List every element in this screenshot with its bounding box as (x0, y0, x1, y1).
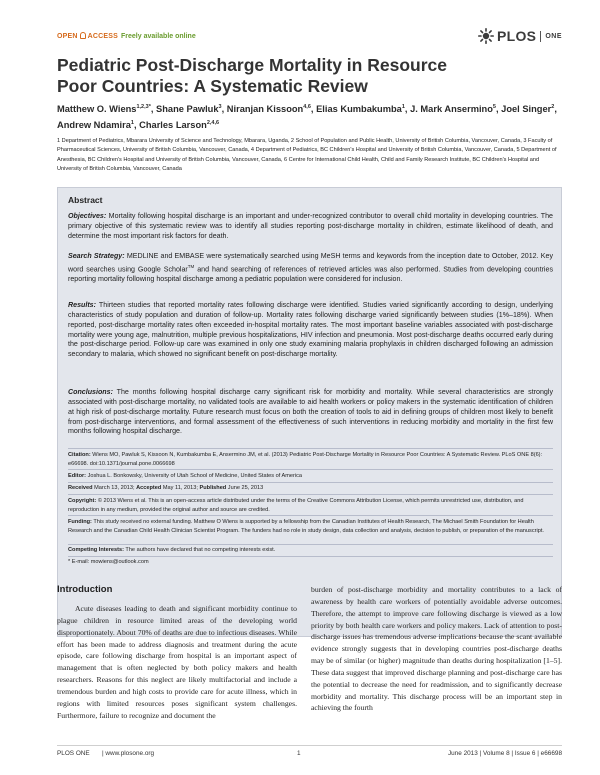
author-affiliation-sup: 3 (218, 104, 222, 110)
author-affiliation-sup: 1,2,3* (136, 104, 151, 110)
author-list: Matthew O. Wiens$^{1,2,3*}$, Shane Pawluk$^3$, Niranjan Kissoon$^{4,6}$, Elias Kumbakumba$^1$, J. Mark Ansermino$^5$, Joel Singer$^2$, Andrew Ndamira$^1$, Charles Larson$^{2,4,6}$ (57, 104, 557, 130)
meta-divider (68, 544, 553, 545)
author-name: Joel Singer (501, 104, 552, 115)
search-text-a: MEDLINE and EMBASE were systematically searched using MeSH terms and keywords from the inception date to October, 2012. Key word searches using Google Scholar (68, 252, 553, 274)
meta-divider (68, 556, 553, 557)
conclusions-text: The months following hospital discharge carry significant risk for morbidity and mortality. While several characteristics are strongly associated with post-discharge mortality, no validated tools are available to aid health workers or policy makers in the systematic identification of children at high risk of post-discharge mortality. Future research must focus on both the creation of tools to aid in defining groups of children most likely to benefit from post-discharge interventions, and formal assessment of the effectiveness of such interventions in reducing morbidity and mortality in the first few months following hospital discharge. (68, 388, 553, 436)
open-access-lock-icon (80, 32, 86, 39)
footer-url[interactable]: | www.plosone.org (102, 750, 155, 757)
results-label: Results: (68, 301, 96, 309)
author-affiliation-sup: 4,6 (303, 104, 311, 110)
plos-one-logo (478, 27, 562, 45)
footer-divider (57, 745, 562, 746)
journal-header (57, 27, 562, 47)
copyright (68, 497, 553, 514)
funding-label: Funding: (68, 519, 92, 525)
abstract-results (68, 301, 553, 360)
copyright-label: Copyright: (68, 498, 97, 504)
open-access-banner (57, 32, 196, 40)
dates (68, 484, 553, 493)
citation-label: Citation: (68, 452, 91, 458)
introduction-heading: Introduction (57, 584, 113, 595)
author-name: Elias Kumbakumba (316, 104, 402, 115)
author-name: Andrew Ndamira (57, 119, 131, 130)
competing-label: Competing Interests: (68, 547, 124, 553)
search-text-b: and hand searching of references of retrieved articles was also performed. Studies from developing countries reporting mortality following hospital discharge among a pediatric population were considered for inclusion. (68, 265, 553, 284)
published-label: Published (199, 485, 227, 491)
plos-wordmark: PLOS (497, 28, 537, 44)
citation-text: Wiens MO, Pawluk S, Kissoon N, Kumbakumba E, Ansermino JM, et al. (2013) Pediatric Post-Discharge Mortality in Resource Poor Countries: A Systematic Review. PLoS ONE 8(6): e66698. doi:10.1371/journal.pone.0066698 (68, 452, 543, 467)
author-name: Charles Larson (139, 119, 207, 130)
abstract-search-strategy (68, 252, 553, 285)
objectives-text: Mortality following hospital discharge is an important and under-recognized contributor to overall child mortality in developing countries. The primary objective of this systematic review was to identify all studies reporting post-discharge mortality in children, estimate likelihood of death, and determine the most important risk factors for death. (68, 212, 553, 240)
published-date: June 25, 2013 (227, 485, 264, 491)
abstract-objectives (68, 212, 553, 242)
corresponding-email[interactable]: * E-mail: mowiens@outlook.com (68, 559, 149, 565)
editor-text: Joshua L. Bonkowsky, University of Utah School of Medicine, United States of America (87, 473, 303, 479)
intro-left-column: Acute diseases leading to death and significant morbidity continue to plague children in resource limited areas of the developing world disproportionately. About 70% of deaths are due to infectious diseases. While effort has been made to address diagnosis and treatment during the acute episode, care following discharge from hospital is an important aspect of management that is often neglected by both policy makers and health researchers. Reasons for this neglect are likely multifactorial and include a tremendous burden and high costs to provide care for acute illness, which in regions with limited resources poses significant system challenges. Furthermore, failure to recognize and document the (57, 604, 297, 720)
author-name: Niranjan Kissoon (226, 104, 304, 115)
author-affiliation-sup: 2 (551, 104, 555, 110)
editor (68, 472, 553, 481)
received-date: March 13, 2013; (94, 485, 135, 491)
trademark-sup: TM (187, 263, 195, 269)
accepted-date: May 11, 2013; (162, 485, 198, 491)
article-title: Pediatric Post-Discharge Mortality in Resource Poor Countries: A Systematic Review (57, 55, 447, 96)
meta-divider (68, 494, 553, 495)
objectives-label: Objectives: (68, 212, 107, 220)
results-text: Thirteen studies that reported mortality rates following discharge were identified. Studies varied significantly according to design, underlying characteristics of study population and duration of follow-up. Mortality rates following discharge varied significantly between studies (1%–18%). When reported, post-discharge mortality rates often exceeded in-hospital mortality rates. The most important baseline variables associated with post-discharge mortality were young age, malnutrition, multiple previous hospitalizations, HIV infection and pneumonia. Most post-discharge deaths occurred early during the post-discharge period. Follow-up care was examined in only one study examining malaria prophylaxis in children discharged following an admission secondary to malaria, which showed no significant benefit on post-discharge mortality. (68, 301, 553, 359)
author-affiliation-sup: 1 (130, 119, 134, 126)
funding (68, 518, 553, 535)
author-affiliation-sup: 1 (401, 104, 405, 110)
received-label: Received (68, 485, 93, 491)
editor-label: Editor: (68, 473, 87, 479)
author-name: Matthew O. Wiens (57, 104, 137, 115)
copyright-text: © 2013 Wiens et al. This is an open-access article distributed under the terms of the Creative Commons Attribution License, which permits unrestricted use, distribution, and reproduction in any medium, provided the original author and source are credited. (68, 498, 524, 513)
citation (68, 451, 553, 468)
abstract-heading: Abstract (68, 195, 103, 205)
author-affiliation-sup: 5 (492, 104, 496, 110)
logo-divider (540, 31, 541, 42)
access-label: ACCESS (87, 33, 119, 40)
intro-right-column: burden of post-discharge morbidity and mortality contributes to a lack of awareness by health care workers of potentially avoidable adverse outcomes. Therefore, the attempt to improve care following discharge is viewed as a low priority by both health care workers and policy makers. Lack of attention to post-discharge issues has tremendous adverse implications because the scant available evidence strongly suggests that in developing countries post-discharge deaths may be of similar (or higher) magnitude than deaths during hospitalization [1–5]. These data suggest that improved discharge planning and post-discharge care has the potential to decrease the need for readmission, and to significantly decrease morbidity and mortality. This discharge process will be an important step in achieving the fourth (311, 585, 562, 713)
freely-available-label: Freely available online (121, 33, 196, 40)
footer-issue: June 2013 | Volume 8 | Issue 6 | e66698 (447, 750, 562, 757)
page-number: 1 (297, 750, 301, 757)
meta-divider (68, 482, 553, 483)
abstract-divider (68, 448, 553, 449)
accepted-label: Accepted (136, 485, 162, 491)
competing-text: The authors have declared that no competing interests exist. (125, 547, 276, 553)
competing-interests (68, 546, 553, 555)
meta-divider (68, 469, 553, 470)
affiliations: 1 Department of Pediatrics, Mbarara University of Science and Technology, Mbarara, Uganda, 2 School of Population and Public Health, University of British Columbia, Vancouver, Canada, 3 Faculty of Pharmaceutical Sciences, University of British Columbia, Vancouver, Canada, 4 Department of Pediatrics, BC Children's Hospital and University of British Columbia, Vancouver, Canada, 5 Department of Anesthesia, BC Children's Hospital and University of British Columbia, Vancouver, Canada, 6 Centre for International Child Health, Child and Family Research Institute, BC Children's Hospital and University of British Columbia, Vancouver, Canada (57, 138, 557, 172)
conclusions-label: Conclusions: (68, 388, 113, 396)
funding-text: This study received no external funding. Matthew O Wiens is supported by a fellowship from the Canadian Institutes of Health Research, The Michael Smith Foundation for Health Research and the Canadian Child Health Clinician Scientist Program. The funders had no role in study design, data collection and analysis, decision to publish, or preparation of the manuscript. (68, 519, 544, 534)
author-affiliation-sup: 2,4,6 (206, 119, 220, 126)
abstract-conclusions (68, 388, 553, 437)
footer-journal: PLOS ONE (57, 750, 90, 757)
meta-divider (68, 515, 553, 516)
abstract-box (57, 187, 562, 637)
one-wordmark: ONE (545, 32, 562, 40)
author-name: Shane Pawluk (156, 104, 219, 115)
search-label: Search Strategy: (68, 252, 125, 260)
open-label: OPEN (57, 33, 78, 40)
plos-sun-icon (478, 28, 494, 44)
author-name: J. Mark Ansermino (410, 104, 493, 115)
